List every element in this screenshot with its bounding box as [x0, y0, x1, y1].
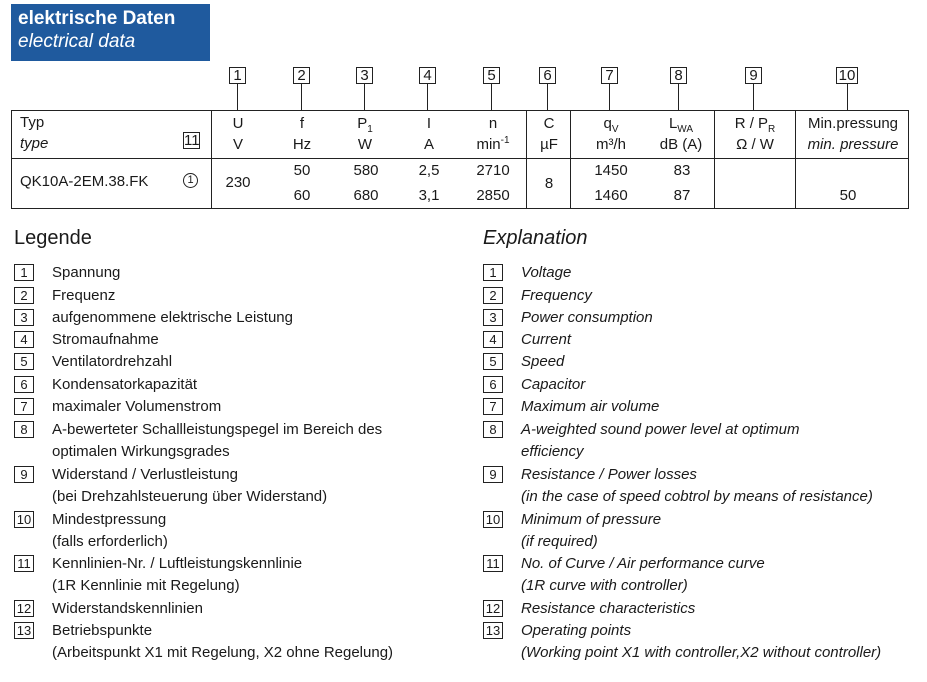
legend-number-box: 3: [14, 309, 34, 326]
col-header-p1: [357, 115, 373, 133]
col-header-n: n: [488, 115, 498, 132]
column-number-3: 3: [356, 67, 373, 84]
cell-lwa-1: 83: [673, 162, 691, 179]
cell-lwa-2: 87: [673, 187, 691, 204]
table-rule: [526, 110, 527, 209]
legend-text: (1R Kennlinie mit Regelung): [52, 577, 240, 594]
legend-number-box: 7: [14, 398, 34, 415]
cell-n-2: 2850: [476, 187, 510, 204]
legend-text: Betriebspunkte: [52, 622, 153, 639]
legend-number-box: 11: [483, 555, 503, 572]
r-pr-symbol: R / P: [734, 115, 769, 132]
col-unit-ohm-w: Ω / W: [736, 136, 774, 153]
column-number-4: 4: [419, 67, 436, 84]
column-number-8: 8: [670, 67, 687, 84]
qv-symbol: q: [603, 115, 612, 132]
col-unit-min-pressure: min. pressure: [807, 136, 899, 153]
r-pr-subscript: R: [768, 124, 776, 135]
col-unit-v: V: [232, 136, 244, 153]
column-number-7: 7: [601, 67, 618, 84]
legend-text: Power consumption: [521, 309, 653, 326]
legend-number-box: 11: [14, 555, 34, 572]
legend-text: Kondensatorkapazität: [52, 376, 198, 393]
legend-number-box: 6: [14, 376, 34, 393]
lwa-subscript: WA: [677, 124, 694, 135]
legend-text: aufgenommene elektrische Leistung: [52, 309, 293, 326]
leader-line: [847, 84, 848, 110]
legend-number-box: 1: [483, 264, 503, 281]
col-header-min-pressung: Min.pressung: [807, 115, 899, 132]
cell-c: 8: [544, 175, 554, 192]
legend-number-box: 8: [483, 421, 503, 438]
leader-line: [678, 84, 679, 110]
legend-text: Mindestpressung: [52, 511, 167, 528]
table-rule: [11, 158, 909, 159]
table-rule: [795, 110, 796, 209]
legend-number-box: 7: [483, 398, 503, 415]
col-unit-w: W: [357, 136, 373, 153]
rpm-superscript: -1: [500, 135, 510, 146]
legend-number-box: 13: [483, 622, 503, 639]
type-curve-number: 11: [184, 132, 200, 149]
legend-text: Current: [521, 331, 572, 348]
legend-text: Widerstand / Verlustleistung: [52, 466, 238, 483]
legend-text: (Arbeitspunkt X1 mit Regelung, X2 ohne Regelung): [52, 644, 394, 661]
qv-subscript: V: [611, 124, 619, 135]
cell-f-2: 60: [293, 187, 311, 204]
cell-i-2: 3,1: [418, 187, 440, 204]
cell-n-1: 2710: [476, 162, 510, 179]
legend-text: Frequency: [521, 287, 592, 304]
cell-type: QK10A-2EM.38.FK: [20, 173, 149, 190]
col-header-r-pr: [735, 115, 776, 133]
table-rule: [11, 208, 909, 209]
cell-f-1: 50: [293, 162, 311, 179]
legend-text: No. of Curve / Air performance curve: [521, 555, 765, 572]
p1-subscript: 1: [367, 124, 373, 135]
legend-number-box: 4: [483, 331, 503, 348]
leader-line: [237, 84, 238, 110]
legend-text: Kennlinien-Nr. / Luftleistungskennlinie: [52, 555, 303, 572]
col-unit-m3h: m³/h: [596, 136, 626, 153]
col-unit-uf: µF: [540, 136, 558, 153]
legend-number-box: 10: [483, 511, 503, 528]
col-header-lwa: [669, 115, 693, 133]
cell-qv-2: 1460: [594, 187, 628, 204]
legend-number-box: 6: [483, 376, 503, 393]
legend-text: Widerstandskennlinien: [52, 600, 203, 617]
legend-number-box: 9: [483, 466, 503, 483]
col-unit-rpm: [476, 136, 509, 154]
col-header-type: type: [20, 135, 49, 152]
legend-text: Spannung: [52, 264, 121, 281]
legend-number-box: 12: [483, 600, 503, 617]
legend-text: (1R curve with controller): [521, 577, 688, 594]
legend-number-box: 1: [14, 264, 34, 281]
table-rule: [11, 110, 12, 209]
lwa-symbol: L: [668, 115, 678, 132]
p1-symbol: P: [357, 115, 368, 132]
col-header-qv: [603, 115, 618, 133]
legend-text: Capacitor: [521, 376, 586, 393]
leader-line: [753, 84, 754, 110]
legend-text: A-weighted sound power level at optimum: [521, 421, 800, 438]
table-rule: [11, 110, 909, 111]
legend-text: Ventilatordrehzahl: [52, 353, 173, 370]
legend-number-box: 5: [14, 353, 34, 370]
legend-number-box: 8: [14, 421, 34, 438]
col-unit-dba: dB (A): [659, 136, 703, 153]
legend-text: Maximum air volume: [521, 398, 660, 415]
legend-text: optimalen Wirkungsgrades: [52, 443, 230, 460]
section-header: [11, 4, 210, 61]
legend-text: Resistance / Power losses: [521, 466, 697, 483]
col-header-c: C: [543, 115, 555, 132]
rpm-unit: min: [476, 136, 501, 153]
legend-number-box: 3: [483, 309, 503, 326]
header-title-de: elektrische Daten: [18, 8, 176, 29]
legend-text: Operating points: [521, 622, 632, 639]
legend-text: (Working point X1 with controller,X2 without controller): [521, 644, 882, 661]
table-rule: [570, 110, 571, 209]
legend-text: efficiency: [521, 443, 584, 460]
legend-text: Stromaufnahme: [52, 331, 159, 348]
col-unit-a: A: [423, 136, 435, 153]
leader-line: [609, 84, 610, 110]
table-rule: [211, 110, 212, 209]
table-rule: [714, 110, 715, 209]
leader-line: [301, 84, 302, 110]
legend-number-box: 2: [14, 287, 34, 304]
header-title-en: electrical data: [18, 31, 136, 52]
legend-text: Speed: [521, 353, 565, 370]
cell-p1-2: 680: [353, 187, 379, 204]
cell-min-pressure: 50: [839, 187, 857, 204]
col-header-typ: Typ: [20, 114, 45, 131]
legend-number-box: 12: [14, 600, 34, 617]
legend-text: Resistance characteristics: [521, 600, 696, 617]
col-header-u: U: [232, 115, 244, 132]
cell-p1-1: 580: [353, 162, 379, 179]
legend-text: (in the case of speed cobtrol by means of resistance): [521, 488, 873, 505]
leader-line: [491, 84, 492, 110]
legend-number-box: 4: [14, 331, 34, 348]
legend-number-box: 2: [483, 287, 503, 304]
cell-qv-1: 1450: [594, 162, 628, 179]
column-number-2: 2: [293, 67, 310, 84]
leader-line: [364, 84, 365, 110]
column-number-1: 1: [229, 67, 246, 84]
legend-title-en: Explanation: [483, 227, 588, 249]
cell-i-1: 2,5: [418, 162, 440, 179]
col-header-f: f: [299, 115, 305, 132]
column-number-10: 10: [836, 67, 858, 84]
legend-number-box: 10: [14, 511, 34, 528]
legend-text: A-bewerteter Schallleistungspegel im Bereich des: [52, 421, 383, 438]
col-unit-hz: Hz: [292, 136, 312, 153]
cell-u: 230: [225, 174, 251, 191]
curve-circle: 1: [183, 173, 198, 188]
table-rule: [908, 110, 909, 209]
column-number-5: 5: [483, 67, 500, 84]
leader-line: [427, 84, 428, 110]
legend-number-box: 5: [483, 353, 503, 370]
column-number-9: 9: [745, 67, 762, 84]
leader-line: [547, 84, 548, 110]
legend-text: Minimum of pressure: [521, 511, 662, 528]
legend-text: Voltage: [521, 264, 572, 281]
column-number-6: 6: [539, 67, 556, 84]
col-header-i: I: [426, 115, 432, 132]
legend-text: (if required): [521, 533, 598, 550]
legend-title-de: Legende: [14, 227, 92, 249]
legend-number-box: 13: [14, 622, 34, 639]
legend-text: Frequenz: [52, 287, 116, 304]
legend-text: maximaler Volumenstrom: [52, 398, 222, 415]
legend-text: (falls erforderlich): [52, 533, 168, 550]
legend-text: (bei Drehzahlsteuerung über Widerstand): [52, 488, 328, 505]
legend-number-box: 9: [14, 466, 34, 483]
